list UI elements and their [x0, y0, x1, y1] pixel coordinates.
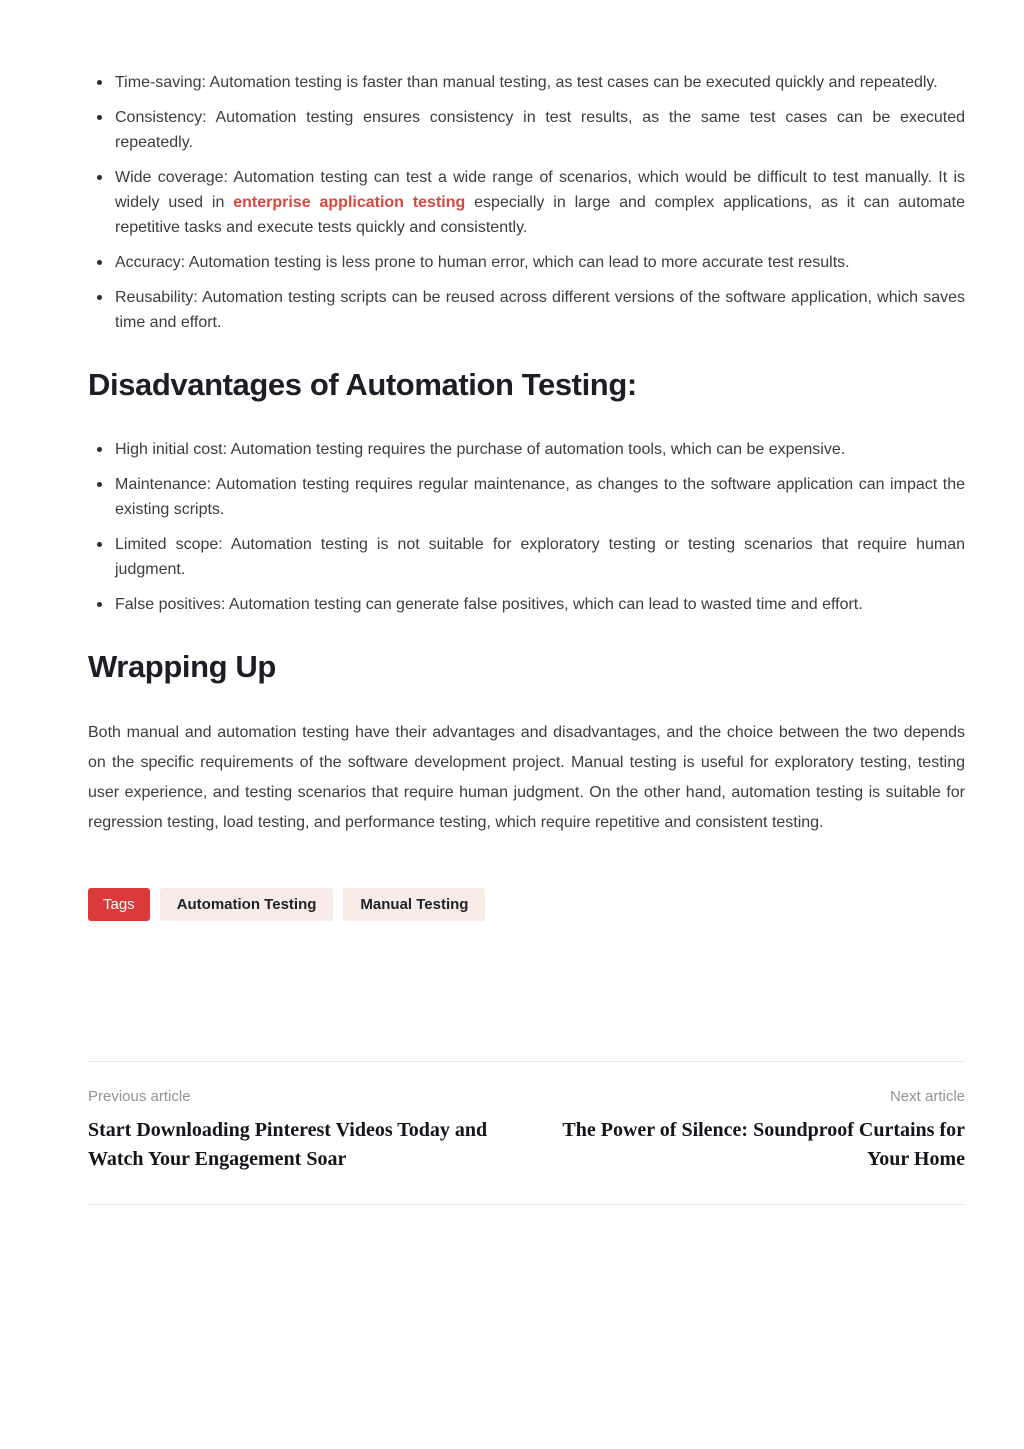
- disadvantages-list: [88, 437, 965, 617]
- advantages-list: [88, 70, 965, 335]
- list-item: [88, 472, 965, 522]
- tags-label: Tags: [88, 888, 150, 921]
- list-item-text: Maintenance: Automation testing requires regular maintenance, as changes to the software application can impact the existing scripts.: [115, 475, 965, 518]
- disadvantages-heading: Disadvantages of Automation Testing:: [88, 367, 637, 402]
- wrapping-up-heading: Wrapping Up: [88, 648, 276, 684]
- enterprise-application-testing-link[interactable]: enterprise application testing: [233, 194, 466, 211]
- list-item: [88, 592, 965, 617]
- list-item-text: Limited scope: Automation testing is not suitable for exploratory testing or testing scenarios that require human judgment.: [115, 535, 965, 578]
- list-item-text: Consistency: Automation testing ensures consistency in test results, as the same test cases can be executed repeatedly.: [115, 109, 965, 151]
- tags-row: [88, 888, 965, 921]
- list-item-text: Reusability: Automation testing scripts can be reused across different versions of the software application, which saves time and effort.: [115, 289, 965, 331]
- tag-automation-testing[interactable]: Automation Testing: [160, 888, 334, 921]
- next-article-block: [550, 1088, 965, 1174]
- list-item: [88, 105, 965, 155]
- previous-article-link[interactable]: Start Downloading Pinterest Videos Today and Watch Your Engagement Soar: [88, 1119, 488, 1171]
- list-item-text: False positives: Automation testing can generate false positives, which can lead to wasted time and effort.: [115, 595, 863, 613]
- next-article-label: Next article: [889, 1088, 965, 1106]
- list-item: [88, 165, 965, 240]
- next-article-link[interactable]: The Power of Silence: Soundproof Curtains for Your Home: [562, 1119, 965, 1171]
- list-item-text: Accuracy: Automation testing is less prone to human error, which can lead to more accurate test results.: [115, 254, 850, 271]
- list-item-text: Wide coverage: Automation testing can test a wide range of scenarios, which would be difficult to test manually. It is widely used in: [115, 169, 965, 211]
- post-navigation: [88, 1061, 965, 1205]
- wrapping-up-paragraph: Both manual and automation testing have their advantages and disadvantages, and the choice between the two depends on the specific requirements of the software development project. Manual testing is useful for exploratory testing, testing user experience, and testing scenarios that require human judgment. On the other hand, automation testing is suitable for regression testing, load testing, and performance testing, which require repetitive and consistent testing.: [88, 724, 965, 832]
- list-item: [88, 532, 965, 582]
- list-item: [88, 250, 965, 275]
- list-item: [88, 437, 965, 462]
- previous-article-block: [88, 1088, 503, 1174]
- previous-article-label: Previous article: [88, 1088, 191, 1106]
- tag-manual-testing[interactable]: Manual Testing: [343, 888, 485, 921]
- list-item-text: Time-saving: Automation testing is faster than manual testing, as test cases can be executed quickly and repeatedly.: [115, 74, 938, 91]
- list-item-text: High initial cost: Automation testing requires the purchase of automation tools, which can be expensive.: [115, 440, 846, 458]
- list-item: [88, 70, 965, 95]
- list-item-text: especially in large and complex applications, as it can automate repetitive tasks and execute tests quickly and consistently.: [115, 194, 965, 236]
- list-item: [88, 285, 965, 335]
